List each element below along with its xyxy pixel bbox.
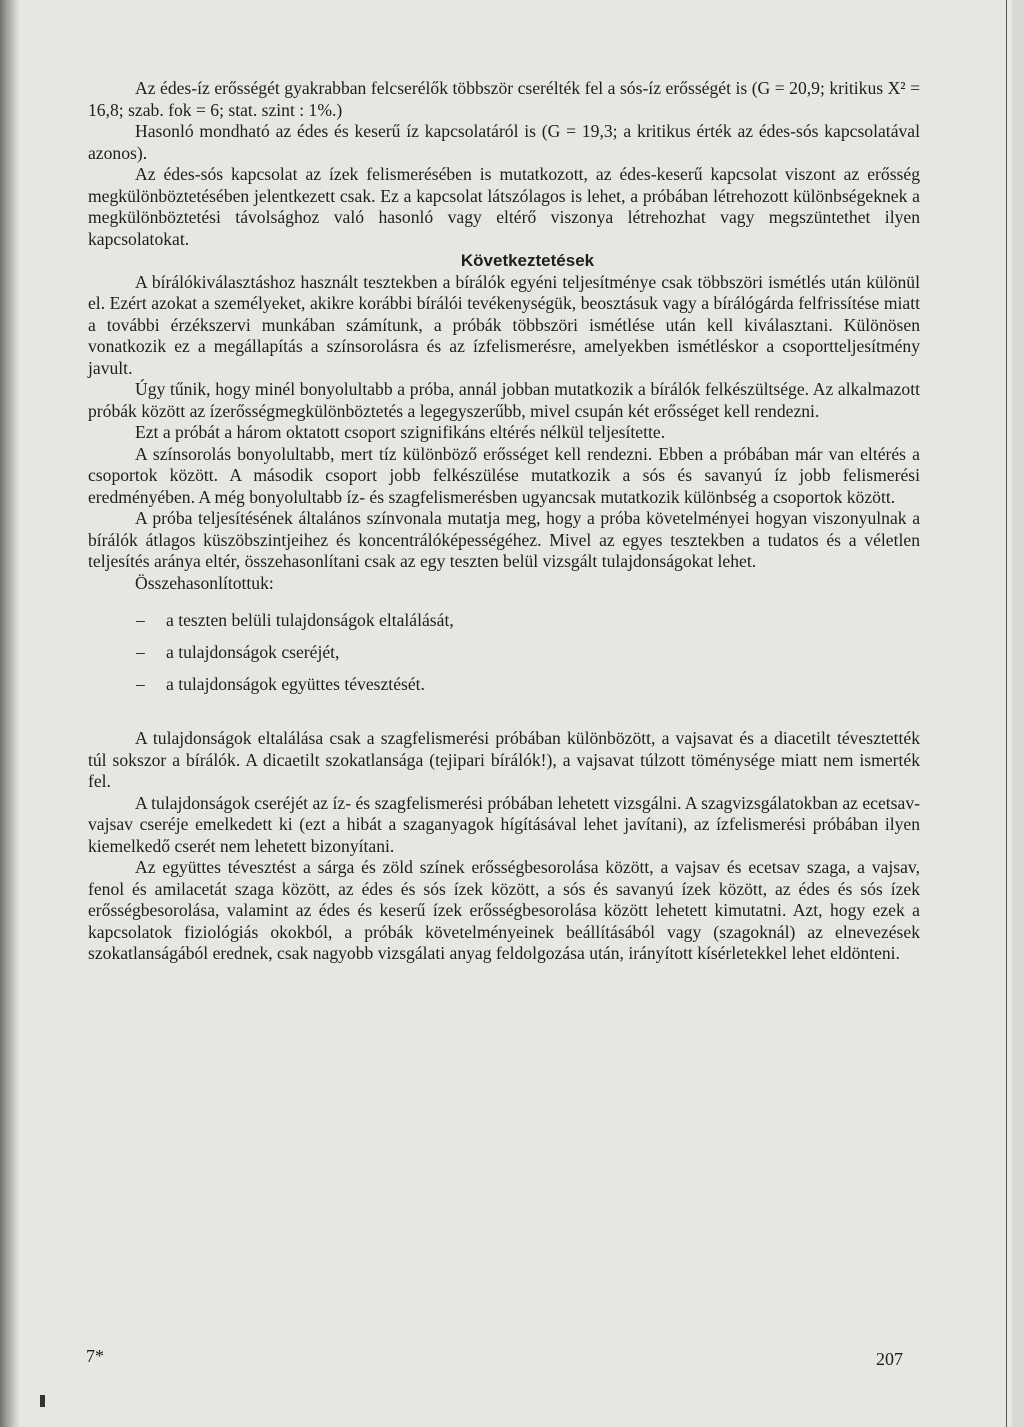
list-item-text: a tulajdonságok cseréjét, xyxy=(166,642,340,662)
paragraph: Ezt a próbát a három oktatott csoport szignifikáns eltérés nélkül teljesítette. xyxy=(135,422,666,442)
section-heading: Következtetések xyxy=(460,251,595,270)
paragraph: Úgy tűnik, hogy minél bonyolultabb a próba, annál jobban mutatkozik a bírálók felkészültsége. Az alkalmazott próbák között az ízerősségmegkülönböztetés a legegyszerűbb, mivel csupán két erősséget kell rendezni. xyxy=(88,379,920,421)
list-item xyxy=(88,604,920,636)
dash-list xyxy=(88,604,920,700)
dash-bullet: – xyxy=(136,674,145,694)
paragraph: A tulajdonságok cseréjét az íz- és szagfelismerési próbában lehetett vizsgálni. A szagvizsgálatokban az ecetsav-vajsav cseréje emelkedett ki (ezt a hibát a szaganyagok hígításával lehet javítani), az ízfelismerési próbában ilyen kiemelkedő cserét nem lehetett bizonyítani. xyxy=(88,792,920,856)
paragraph: Hasonló mondható az édes és keserű íz kapcsolatáról is (G = 19,3; a kritikus érték az édes-sós kapcsolatával azonos). xyxy=(88,121,920,163)
paragraph: Az édes-íz erősségét gyakrabban felcserélők többször cserélték fel a sós-íz erősségét is (G = 20,9; kritikus X² = 16,8; szab. fok = 6; stat. szint : 1%.) xyxy=(88,78,920,120)
signature-mark: 7* xyxy=(86,1346,104,1366)
page-edge-strip xyxy=(1012,0,1024,1427)
list-item xyxy=(88,668,920,700)
list-item-text: a teszten belüli tulajdonságok eltalálását, xyxy=(166,610,454,630)
paragraph: Összehasonlítottuk: xyxy=(135,572,274,593)
paragraph: Az édes-sós kapcsolat az ízek felismerésében is mutatkozott, az édes-keserű kapcsolat viszont az erősség megkülönböztetésében jelentkezett csak. Ez a kapcsolat látszólagos is lehet, a próbában létrehozott különbségeknek a megkülönböztetési távolsághoz való hasonló vagy eltérő viszonya létrehozhat vagy megszüntethet ilyen kapcsolatokat. xyxy=(88,164,920,249)
list-item xyxy=(88,636,920,668)
list-item-text: a tulajdonságok együttes tévesztését. xyxy=(166,674,425,694)
dash-bullet: – xyxy=(136,642,145,662)
paragraph: A tulajdonságok eltalálása csak a szagfelismerési próbában különbözött, a vajsavat és a diacetilt tévesztették túl sokszor a bírálók. A dicaetilt szokatlansága (tejipari bírálók!), a vajsavat túlzott töménysége miatt nem ismerték fel. xyxy=(88,728,920,791)
binding-shadow xyxy=(0,0,20,1427)
page-edge-line xyxy=(1006,0,1007,1427)
scan-marker xyxy=(40,1395,45,1407)
paragraph: Az együttes tévesztést a sárga és zöld színek erősségbesorolása között, a vajsav és ecetsav szaga, a vajsav, fenol és amilacetát szaga között, az édes és sós ízek között, a sós és savanyú ízek között, az édes és sós ízek erősségbesorolása, valamint az édes és keserű ízek erősségbesorolása között lehetett kimutatni. Azt, hogy ezek a kapcsolatok fiziológiás okokból, a próbák követelményeinek beállításából vagy (szagoknál) az elnevezések szokatlanságából erednek, csak nagyobb vizsgálati anyag feldolgozása után, irányított kísérletekkel lehet eldönteni. xyxy=(88,857,920,963)
paragraph: A színsorolás bonyolultabb, mert tíz különböző erősséget kell rendezni. Ebben a próbában már van eltérés a csoportok között. A második csoport jobb felkészülése mutatkozik a sós és savanyú íz jobb felismerési eredményében. A még bonyolultabb íz- és szagfelismerésben ugyancsak mutatkozik különbség a csoportok között. xyxy=(88,443,920,507)
paragraph: A bírálókiválasztáshoz használt tesztekben a bírálók egyéni teljesítménye csak többszöri ismétlés után különül el. Ezért azokat a személyeket, akikre korábbi bírálói tevékenységük, beosztásuk vagy a bírálógárda felfrissítése miatt a további érzékszervi munkában számítunk, a próbák többszöri ismétlése után kell kiválasztani. Különösen vonatkozik ez a megállapítás a színsorolásra és az ízfelismerésre, amelyekben ismétléskor a csoportteljesítmény javult. xyxy=(88,271,920,378)
page-body xyxy=(88,78,920,965)
page-number: 207 xyxy=(876,1349,903,1369)
dash-bullet: – xyxy=(136,610,145,630)
paragraph: A próba teljesítésének általános színvonala mutatja meg, hogy a próba követelményei hogyan viszonyulnak a bírálók átlagos küszöbszintjeihez és koncentrálóképességéhez. Mivel az egyes tesztekben a tudatos és a véletlen teljesítés aránya eltér, összehasonlítani csak az egy teszten belül vizsgált tulajdonságokat lehet. xyxy=(88,508,920,571)
